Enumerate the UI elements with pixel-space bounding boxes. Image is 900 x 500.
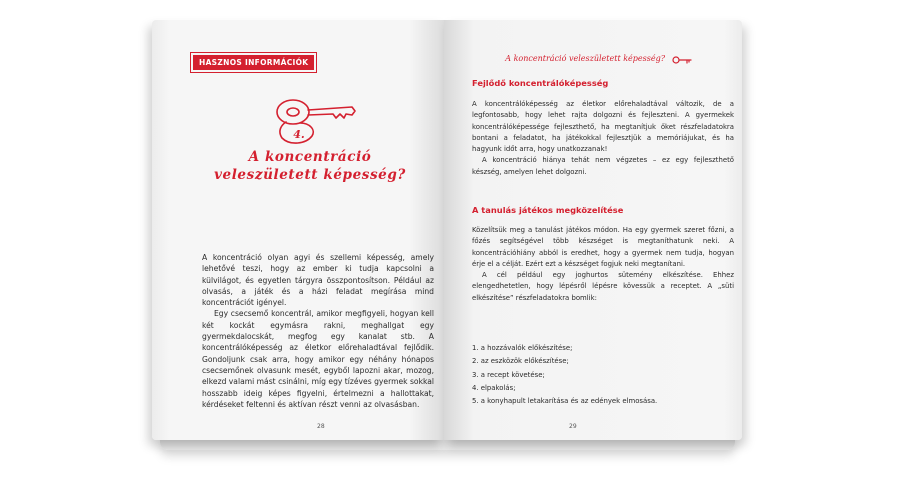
list-item: 5. a konyhapult letakarítása és az edények elmosása. [472, 397, 658, 406]
paragraph: A koncentráció hiánya tehát nem végzetes – ez egy fejleszthető készség, amelyen lehet dolgozni. [472, 156, 734, 176]
left-body-text [202, 252, 434, 410]
section-badge [190, 52, 317, 73]
steps-list [472, 342, 734, 408]
paragraph: Egy csecsemő koncentrál, amikor megfigyeli, hogyan kell két kockát egymásra rakni, meghallgat egy gyermekdalocskát, megfog egy kanalat stb. A koncentrálóképesség az életkor előrehaladtával fejlődik. Gondoljunk csak arra, hogy amikor egy néhány hónapos csecsemőnek olvasunk mesét, egyből lapozni akar, mozog, elkezd valami mást csinálni, míg egy tízéves gyermek sokkal hosszabb ideig képes figyelni, értelmezni a hallottakat, kérdéseket feltenni és aktívan részt venni az olvasásban. [202, 309, 434, 409]
list-item: 1. a hozzávalók előkészítése; [472, 344, 573, 352]
page-number-right: 29 [569, 423, 577, 430]
chapter-title-line1: A koncentráció [248, 149, 372, 165]
running-header: A koncentráció veleszületett képesség? [505, 54, 665, 63]
list-item: 2. az eszközök előkészítése; [472, 357, 569, 366]
paragraph: Közelítsük meg a tanulást játékos módon. Ha egy gyermek szeret főzni, a főzés segítségével több készséget is megtaníthatunk neki. A koncentrációhiány abból is eredhet, hogy a gyermek nem tudja, hogyan érje el a célját. Ezért ezt a készséget fogjuk neki megtanítani. [472, 226, 734, 268]
chapter-title [180, 148, 440, 184]
list-item: 4. elpakolás; [472, 383, 516, 392]
list-item: 3. a recept követése; [472, 370, 545, 379]
paragraph: A koncentrálóképesség az életkor előrehaladtával változik, de a legfontosabb, hogy lehet rajta dolgozni és fejleszteni. A gyermekek koncentrálóképessége fejleszthető, ha megtanítjuk őket részfeladatokra bontani a feladatot, ha játékokkal fejlesztjük a memóriájukat, és ha hagyunk időt arra, hogy unatkozzanak! [472, 100, 734, 154]
page-number-left: 28 [317, 423, 325, 430]
section-title-2: A tanulás játékos megközelítése [472, 205, 624, 215]
chapter-number: 4. [293, 128, 305, 141]
chapter-title-line2: veleszületett képesség? [214, 167, 406, 183]
badge-label: HASZNOS INFORMÁCIÓK [193, 55, 314, 70]
key-icon [260, 90, 370, 150]
key-icon [672, 56, 692, 64]
section-1-body [472, 99, 734, 178]
paragraph: A cél például egy joghurtos sütemény elkészítése. Ehhez elengedhetetlen, hogy lépésről lépésre kövessük a receptet. A „süti elkészítése” részfeladatokra bomlik: [472, 271, 734, 302]
section-2-body [472, 225, 734, 304]
paragraph: A koncentráció olyan agyi és szellemi képesség, amely lehetővé teszi, hogy az ember ki tudja kapcsolni a külvilágot, és egyetlen tárgyra összpontosítson. Például az olvasás, a játék és a házi feladat megírása mind koncentrációt igényel. [202, 253, 434, 308]
open-book [140, 20, 755, 460]
section-title-1: Fejlődő koncentrálóképesség [472, 78, 609, 88]
